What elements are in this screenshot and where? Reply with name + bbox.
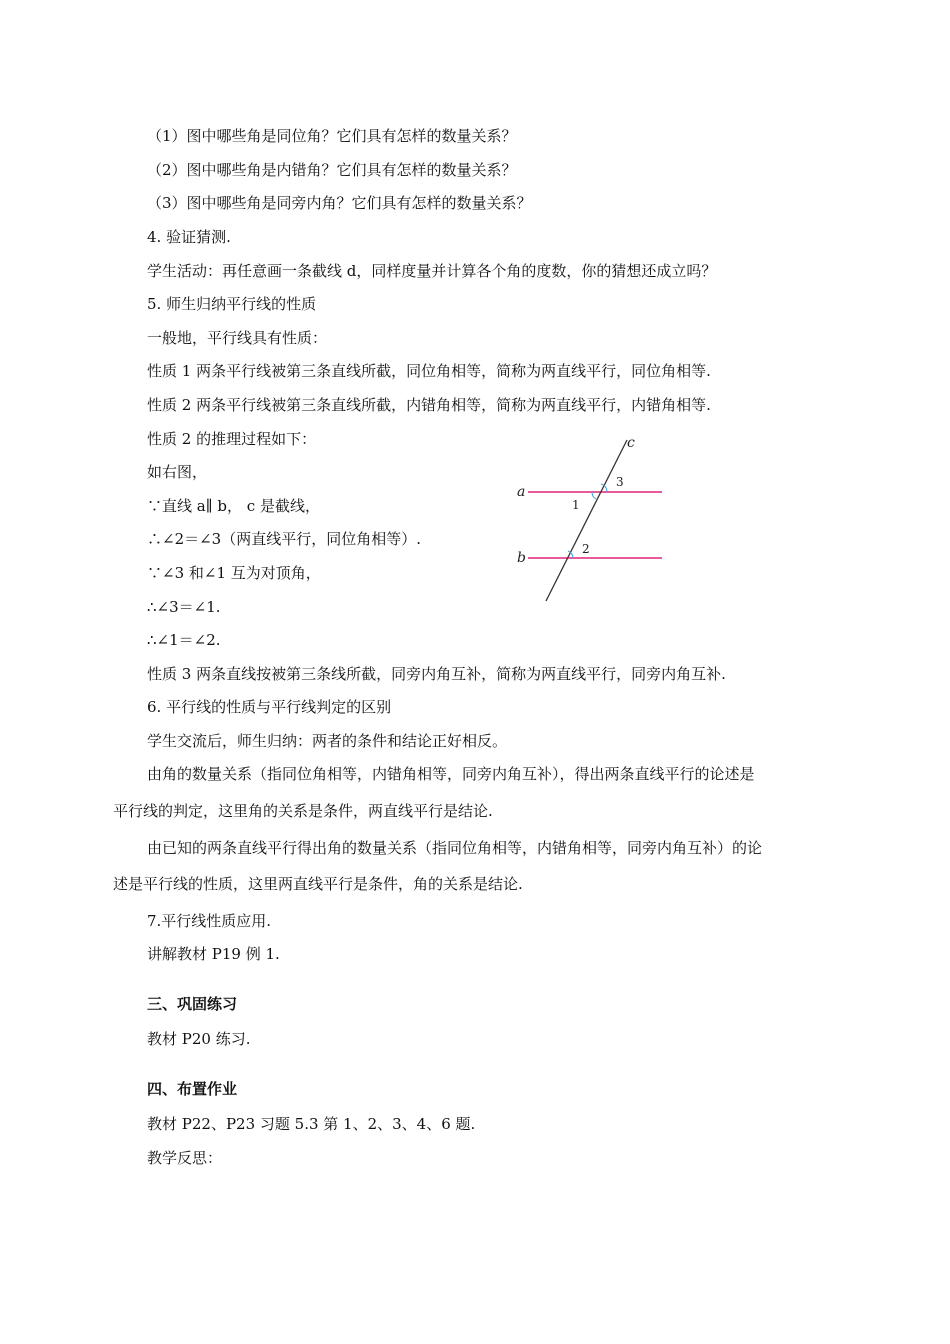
section-4-text: 教材 P22、P23 习题 5.3 第 1、2、3、4、6 题. [147,1115,476,1133]
step-4-heading: 4. 验证猜测. [147,228,231,246]
section-3-heading: 三、巩固练习 [147,995,238,1013]
proof-step-4: ∴∠3＝∠1. [147,598,221,616]
label-a: a [517,484,526,500]
angle-1-arc [592,492,596,499]
transversal-c [546,440,627,601]
student-activity: 学生活动：再任意画一条截线 d，同样度量并计算各个角的度数，你的猜想还成立吗？ [147,262,717,280]
section-4-heading: 四、布置作业 [147,1080,238,1098]
paragraph-2-line-2: 述是平行线的性质，这里两直线平行是条件，角的关系是结论. [113,875,523,893]
step-6-text: 学生交流后，师生归纳：两者的条件和结论正好相反。 [147,732,508,750]
question-2: （2）图中哪些角是内错角？它们具有怎样的数量关系？ [147,161,517,179]
paragraph-1-line-1: 由角的数量关系（指同位角相等，内错角相等，同旁内角互补），得出两条直线平行的论述是 [147,765,755,783]
step-6-heading: 6. 平行线的性质与平行线判定的区别 [147,698,392,716]
question-1: （1）图中哪些角是同位角？它们具有怎样的数量关系？ [147,127,517,145]
property-2-proof-intro: 性质 2 的推理过程如下： [147,430,317,448]
general-statement: 一般地，平行线具有性质： [147,329,328,347]
angle-3-label: 3 [616,475,624,489]
proof-step-5: ∴∠1＝∠2. [147,631,221,649]
teaching-reflection: 教学反思： [147,1149,223,1167]
label-c: c [627,435,635,451]
step-7-text: 讲解教材 P19 例 1. [147,945,280,963]
label-b: b [517,550,526,566]
parallel-lines-figure [505,432,680,607]
paragraph-2-line-1: 由已知的两条直线平行得出角的数量关系（指同位角相等，内错角相等，同旁内角互补）的论 [147,839,763,857]
property-3: 性质 3 两条直线按被第三条线所截，同旁内角互补，简称为两直线平行，同旁内角互补. [147,665,726,683]
section-3-text: 教材 P20 练习. [147,1030,251,1048]
step-5-heading: 5. 师生归纳平行线的性质 [147,295,317,313]
property-1: 性质 1 两条平行线被第三条直线所截，同位角相等，简称为两直线平行，同位角相等. [147,362,711,380]
angle-2-label: 2 [582,542,590,556]
proof-step-3: ∵∠3 和∠1 互为对顶角， [147,564,321,582]
step-7-heading: 7.平行线性质应用. [147,912,272,930]
angle-1-label: 1 [572,498,580,512]
property-2: 性质 2 两条平行线被第三条直线所截，内错角相等，简称为两直线平行，内错角相等. [147,396,711,414]
question-3: （3）图中哪些角是同旁内角？它们具有怎样的数量关系？ [147,194,532,212]
as-figure: 如右图， [147,463,208,481]
proof-step-2: ∴∠2＝∠3（两直线平行，同位角相等）. [147,530,421,548]
proof-step-1: ∵直线 a∥ b， c 是截线， [147,497,320,515]
paragraph-1-line-2: 平行线的判定，这里角的关系是条件，两直线平行是结论. [113,802,493,820]
